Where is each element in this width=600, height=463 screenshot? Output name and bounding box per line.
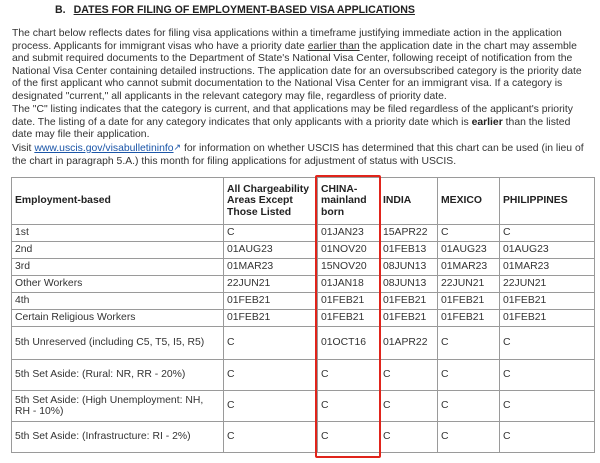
row-category: Certain Religious Workers [12,310,224,327]
table-row [12,259,595,276]
cell-china: C [318,422,380,453]
cell-all-chargeability: 22JUN21 [224,276,318,293]
table-row [12,327,595,360]
current-listing-paragraph [12,104,592,142]
cell-china: 01NOV20 [318,242,380,259]
cell-china: 01FEB21 [318,293,380,310]
table-row [12,276,595,293]
table-row [12,310,595,327]
cell-philippines: C [500,225,595,242]
cell-mexico: C [438,225,500,242]
table-row [12,242,595,259]
cell-all-chargeability: C [224,327,318,360]
cell-china: C [318,391,380,422]
cell-mexico: 01FEB21 [438,293,500,310]
cell-india: 08JUN13 [380,259,438,276]
header-employment-based: Employment-based [12,178,224,225]
header-mexico: MEXICO [438,178,500,225]
p2-emphasis: earlier [471,116,503,128]
row-category: 4th [12,293,224,310]
cell-philippines: 22JUN21 [500,276,595,293]
header-philippines: PHILIPPINES [500,178,595,225]
cell-philippines: 01AUG23 [500,242,595,259]
cell-mexico: C [438,360,500,391]
cell-india: C [380,360,438,391]
cell-mexico: 01AUG23 [438,242,500,259]
p2-text-2: than the listed date may file their application. [12,116,571,141]
cell-mexico: C [438,327,500,360]
section-letter: B. [55,4,66,16]
cell-philippines: C [500,327,595,360]
table-row [12,360,595,391]
cell-india: 08JUN13 [380,276,438,293]
cell-india: 01FEB13 [380,242,438,259]
row-category: 5th Set Aside: (Infrastructure: RI - 2%) [12,422,224,453]
filing-dates-table [11,177,595,453]
uscis-visa-bulletin-link[interactable]: www.uscis.gov/visabulletininfo [34,143,174,154]
cell-mexico: 01FEB21 [438,310,500,327]
cell-india: C [380,422,438,453]
cell-philippines: C [500,391,595,422]
cell-china: 01JAN18 [318,276,380,293]
cell-philippines: 01FEB21 [500,293,595,310]
section-title: DATES FOR FILING OF EMPLOYMENT-BASED VISA APPLICATIONS [73,4,415,16]
external-link-icon: ↗ [173,142,182,152]
cell-all-chargeability: 01FEB21 [224,293,318,310]
cell-all-chargeability: C [224,391,318,422]
cell-india: 15APR22 [380,225,438,242]
row-category: 5th Set Aside: (Rural: NR, RR - 20%) [12,360,224,391]
cell-china: C [318,360,380,391]
table-row [12,293,595,310]
p3-text-1: Visit [12,143,35,154]
row-category: Other Workers [12,276,224,293]
cell-india: 01APR22 [380,327,438,360]
cell-all-chargeability: 01AUG23 [224,242,318,259]
row-category: 5th Unreserved (including C5, T5, I5, R5) [12,327,224,360]
cell-china: 01OCT16 [318,327,380,360]
p1-text-2: the application date in the chart may assemble and submit required documents to the Department of State's National Visa Center, following receipt of notification from the National Visa Center containing detailed instructions. The application date for an oversubscribed category is the priority date of the first applicant who cannot submit documentation to the National Visa Center for an immigrant visa. If a category is designated "current," all applicants in the relevant category may file, regardless of priority date. [12,40,582,102]
cell-all-chargeability: 01MAR23 [224,259,318,276]
row-category: 1st [12,225,224,242]
cell-china: 01FEB21 [318,310,380,327]
cell-mexico: C [438,391,500,422]
cell-all-chargeability: C [224,422,318,453]
cell-philippines: C [500,422,595,453]
p1-emphasis: earlier than [307,40,360,52]
cell-all-chargeability: C [224,360,318,391]
cell-india: C [380,391,438,422]
cell-india: 01FEB21 [380,310,438,327]
header-india: INDIA [380,178,438,225]
uscis-paragraph [12,141,592,168]
table-row [12,225,595,242]
cell-mexico: C [438,422,500,453]
p1-text-1: The chart below reflects dates for filing visa applications within a timeframe justifying immediate action in the application process. Applicants for immigrant visas who have a priority date [12,28,562,52]
intro-paragraph [12,28,592,104]
p2-text-1: The "C" listing indicates that the category is current, and that applications may be filed regardless of the applicant's priority date. The listing of a date for any category indicates that only applicants with a priority date which is [12,104,573,128]
p3-text-2: for information on whether USCIS has determined that this chart can be used (in lieu of the chart in paragraph 5.A.) this month for filing applications for adjustment of status with USCIS. [12,143,584,167]
header-china: CHINA-mainland born [318,178,380,225]
cell-philippines: 01FEB21 [500,310,595,327]
cell-china: 01JAN23 [318,225,380,242]
cell-india: 01FEB21 [380,293,438,310]
table-row [12,422,595,453]
cell-mexico: 22JUN21 [438,276,500,293]
cell-china: 15NOV20 [318,259,380,276]
cell-philippines: C [500,360,595,391]
cell-all-chargeability: 01FEB21 [224,310,318,327]
row-category: 3rd [12,259,224,276]
section-heading [55,4,415,16]
cell-philippines: 01MAR23 [500,259,595,276]
row-category: 2nd [12,242,224,259]
cell-mexico: 01MAR23 [438,259,500,276]
header-all-chargeability: All Chargeability Areas Except Those Listed [224,178,318,225]
row-category: 5th Set Aside: (High Unemployment: NH, RH - 10%) [12,391,224,422]
table-header-row [12,178,595,225]
cell-all-chargeability: C [224,225,318,242]
table-row [12,391,595,422]
